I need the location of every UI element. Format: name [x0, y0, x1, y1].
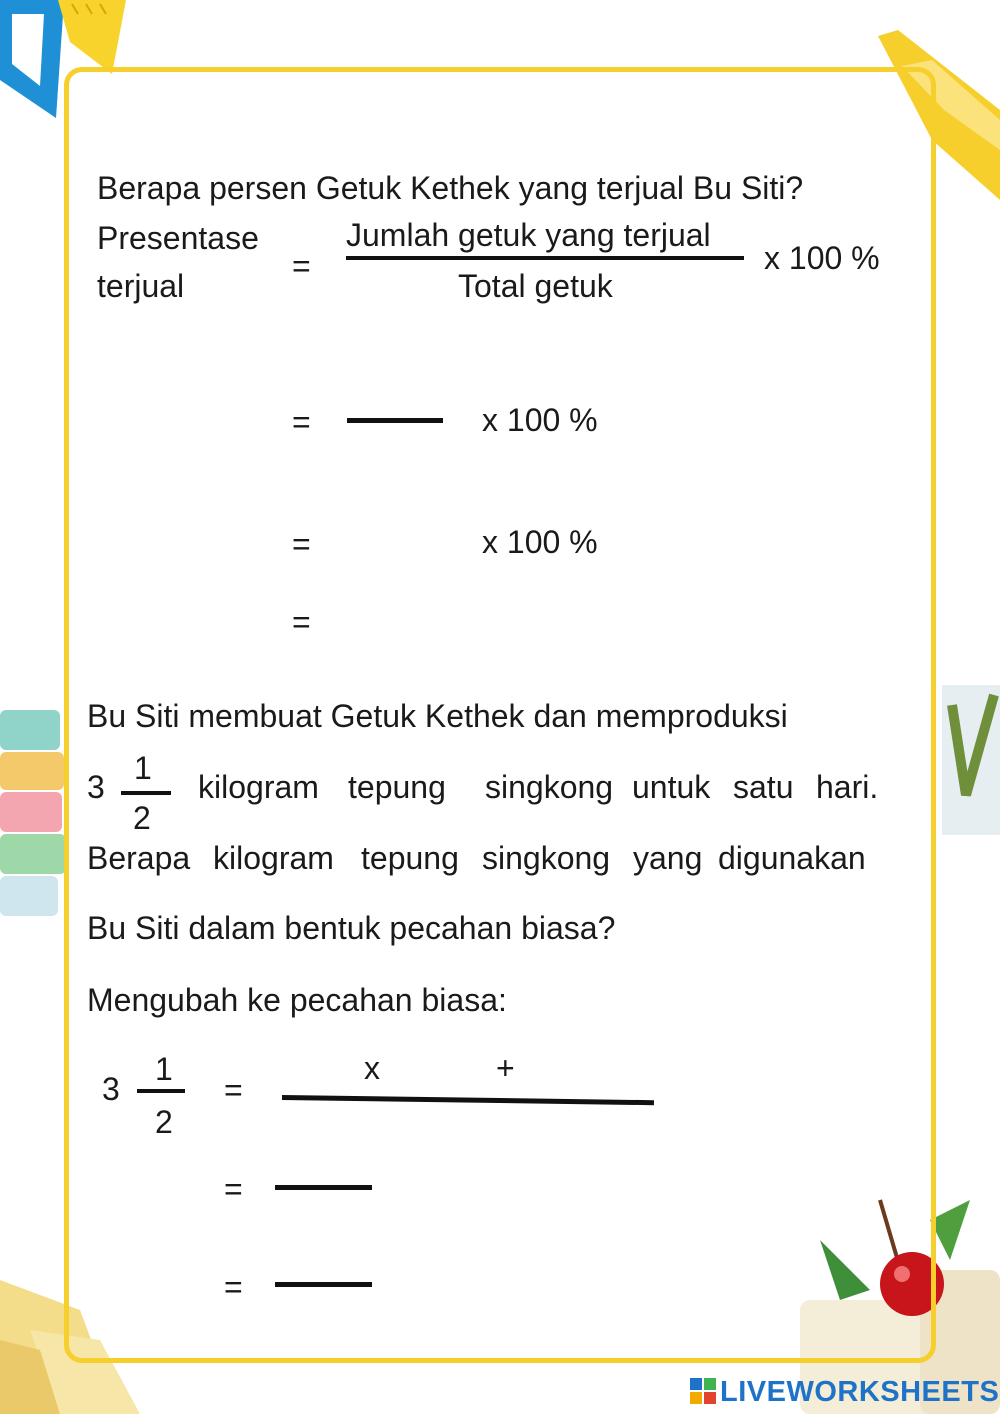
answer-fraction-bar	[347, 418, 443, 423]
equals-sign: =	[224, 1072, 243, 1108]
notebook-decoration	[936, 685, 1000, 835]
mixed-fraction-bar	[137, 1089, 185, 1093]
mixed-fraction-bar	[121, 791, 171, 795]
times-100-percent: x 100 %	[764, 240, 880, 276]
question-2-line2-word: hari.	[816, 769, 879, 805]
formula-label-line1: Presentase	[97, 220, 259, 256]
question-2-line2-word: singkong	[485, 769, 614, 805]
equals-sign: =	[224, 1171, 243, 1207]
books-stack-decoration	[0, 690, 70, 940]
liveworksheets-logo-icon	[690, 1378, 716, 1404]
question-2-line2-word: kilogram	[198, 769, 319, 805]
mixed-number-whole: 3	[87, 769, 105, 805]
convert-label: Mengubah ke pecahan biasa:	[87, 982, 507, 1018]
fraction-bar	[346, 256, 744, 260]
question-1-text: Berapa persen Getuk Kethek yang terjual Bu Siti?	[97, 170, 804, 206]
equals-sign: =	[224, 1269, 243, 1305]
question-2-line3-word: Berapa	[87, 840, 191, 876]
answer-fraction-bar	[275, 1185, 372, 1190]
answer-fraction-bar	[275, 1282, 372, 1287]
question-2-line3-word: digunakan	[718, 840, 866, 876]
mixed-number-denominator: 2	[133, 800, 151, 836]
equals-sign: =	[292, 248, 311, 284]
question-2-line3-word: tepung	[361, 840, 459, 876]
question-2-line2-word: untuk	[632, 769, 711, 805]
watermark-brand: LIVEWORKSHEETS	[720, 1376, 1000, 1408]
formula-label-line2: terjual	[97, 268, 185, 304]
question-2-line1: Bu Siti membuat Getuk Kethek dan memproduksi	[87, 698, 788, 734]
mixed-number-numerator: 1	[134, 750, 152, 786]
equals-sign: =	[292, 604, 311, 640]
question-2-line3-word: yang	[633, 840, 703, 876]
question-2-line4: Bu Siti dalam bentuk pecahan biasa?	[87, 910, 616, 946]
times-100-percent: x 100 %	[482, 524, 598, 560]
formula-denominator: Total getuk	[458, 268, 613, 304]
question-2-line3-word: singkong	[482, 840, 611, 876]
mixed-number-denominator: 2	[155, 1104, 173, 1140]
mixed-number-numerator: 1	[155, 1051, 173, 1087]
question-2-line2-word: tepung	[348, 769, 446, 805]
times-100-percent: x 100 %	[482, 402, 598, 438]
mixed-number-whole: 3	[102, 1071, 120, 1107]
equals-sign: =	[292, 404, 311, 440]
equals-sign: =	[292, 526, 311, 562]
question-2-line2-word: satu	[733, 769, 794, 805]
plus-sign: +	[496, 1050, 515, 1086]
formula-numerator: Jumlah getuk yang terjual	[346, 217, 711, 253]
times-sign: x	[364, 1050, 380, 1086]
question-2-line3-word: kilogram	[213, 840, 334, 876]
